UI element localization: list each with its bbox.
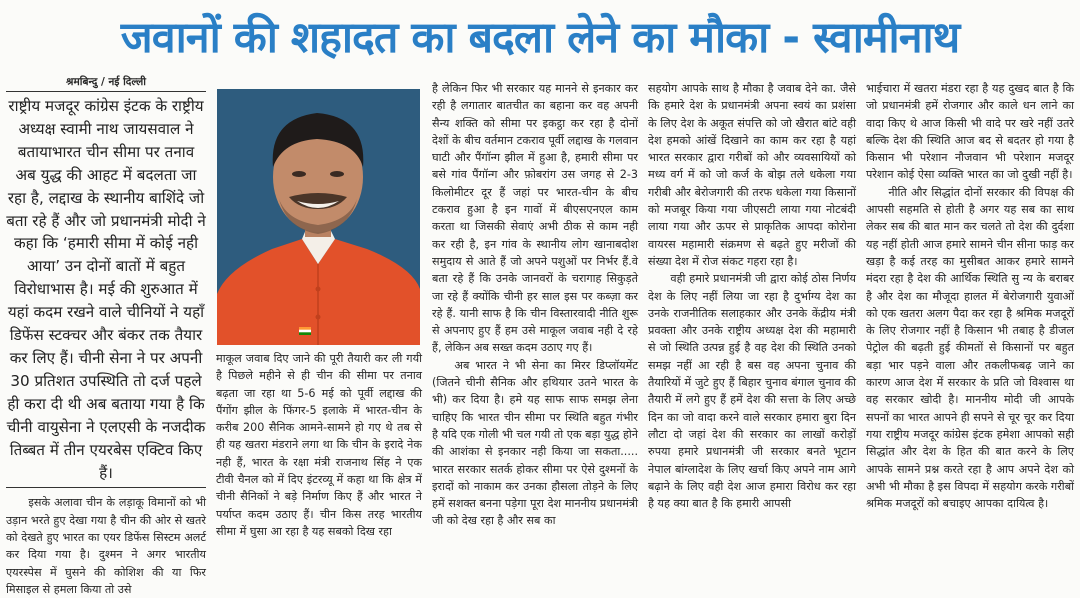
headline: जवानों की शहादत का बदला लेने का मौका - स्वामीनाथ [120,12,960,63]
column-4 [648,80,856,512]
byline: श्रमबिन्दु / नई दिल्ली [6,74,206,92]
column-3 [432,80,638,530]
column-4-paragraph-1: सहयोग आपके साथ है मौका है जवाब देने का. जैसे कि हमारे देश के प्रधानमंत्री अपना स्वयं का प्रशंसा के लिए देश के अकूत संपत्ति को जो खैरात बांटे वही देश हमको आंखें दिखाने का काम कर रहा है यहां भारत सरकार द्वारा गरीबों को और व्यवसायियों को मध्य वर्ग में को जो कर्ज के बोझ तले धकेला गया गरीबी और बेरोजगारी की तरफ धकेला गया किसानों को मजबूर किया गया जीएसटी लाया गया नोटबंदी लाया गया और ऊपर से प्राकृतिक आपदा कोरोना वायरस महामारी संक्रमण से बढ़ते हुए मरीजों की संख्या देश में रोज संकट गहरा रहा है। [648,82,856,268]
column-1-body: इसके अलावा चीन के लड़ाकू विमानों को भी उड़ान भरते हुए देखा गया है चीन की ओर से खतरे को देखते हुए भारत का एयर डिफेंस सिस्टम अलर्ट कर दिया गया है। दुश्मन ने अगर भारतीय एयरस्पेस में घुसने की कोशिश की या फिर मिसाइल से हमला किया तो उसे [6,496,206,596]
portrait-illustration [217,89,420,345]
lead-paragraph: राष्ट्रीय मजदूर कांग्रेस इंटक के राष्ट्रीय अध्यक्ष स्वामी नाथ जायसवाल ने बतायाभारत चीन सीमा पर तनाव अब युद्ध की आहट में बदलता जा रहा है, लद्दाख के स्थानीय बाशिंदे जो बता रहे हैं और जो प्रधानमंत्री मोदी ने कहा कि ‘हमारी सीमा में कोई नही आया’ उन दोनों बातों में बहुत विरोधाभास है। मई की शुरुआत में यहां कदम रखने वाले चीनियों ने यहाँ डिफेंस स्टक्चर और बंकर तक तैयार कर लिए हैं। चीनी सेना ने पर अपनी 30 प्रतिशत उपस्थिति तो दर्ज पहले ही करा दी थी अब बताया गया है कि चीनी वायुसेना ने एलएसी के नजदीक तिब्बत में तीन एयरबेस एक्टिव किए हैं। [6,95,206,488]
column-5-paragraph-1: भाईचारा में खतरा मंडरा रहा है यह दुखद बात है कि जो प्रधानमंत्री हमें रोजगार और काले धन लाने का वादा किए थे आज किसी भी वादे पर खरे नहीं उतरे बल्कि देश की स्थिति आज बद से बदतर हो गया है किसान भी परेशान नौजवान भी परेशान मजदूर परेशान कोई ऐसा व्यक्ति भारत का जो दुखी नहीं है। [866,82,1074,182]
column-4-paragraph-2: वही हमारे प्रधानमंत्री जी द्वारा कोई ठोस निर्णय देश के लिए नहीं लिया जा रहा है दुर्भाग्य देश का उनके राजनीतिक सलाहकार और उनके केंद्रीय मंत्री प्रवक्ता और उनके राष्ट्रीय अध्यक्ष देश की महामारी से जो स्थिति उत्पन्न हुई है वह देश की स्थिति उनको समझ नहीं आ रही है बस वह अपना चुनाव की तैयारियों में जुटे हुए हैं बिहार चुनाव बंगाल चुनाव की तैयारी में लगे हुए हैं हमें देश की सत्ता के लिए अच्छे दिन का जो वादा करने वाले सरकार हमारा बुरा दिन लौटा दो जहां देश की सरकार का लाखों करोड़ों रुपया हमारे प्रधानमंत्री जी सरकार बनते भूटान नेपाल बांग्लादेश के लिए खर्चा किए अपने नाम आगे बढ़ाने के लिए वही देश आज हमारा विरोध कर रहा है यह क्या बात है कि हमारी आपसी [648,272,856,511]
column-5 [866,80,1074,512]
lead-column [6,74,206,598]
column-3-paragraph-2: अब भारत ने भी सेना का मिरर डिप्लॉयमेंट (जितने चीनी सैनिक और हथियार उतने भारत के भी) कर दिया है। हमे यह साफ साफ समझ लेना चाहिए कि भारत चीन सीमा पर स्थिति बहुत गंभीर है यदि एक गोली भी चल गयी तो एक बड़ा युद्ध होने की आशंका से इनकार नही किया जा सकता..... भारत सरकार सतर्क होकर सीमा पर ऐसे दुश्मनों के इरादों को नाकाम कर उनका हौसला तोड़ने के लिए हमें सशक्त बनना पड़ेगा पूरा देश माननीय प्रधानमंत्री जी को देख रहा है और सब का [432,358,638,528]
column-2 [216,350,422,540]
column-2-body: माकूल जवाब दिए जाने की पूरी तैयारी कर ली गयी है पिछले महीने से ही चीन की सीमा पर तनाव बढ़ता जा रहा था 5-6 मई को पूर्वी लद्दाख की पैंगोंग झील के फिंगर-5 इलाके में भारत-चीन के करीब 200 सैनिक आमने-सामने हो गए थे तब से ही यह खतरा मंडराने लगा था कि चीन के इरादे नेक नही हैं, भारत के रक्षा मंत्री राजनाथ सिंह ने एक टीवी चैनल को में दिए इंटरव्यू में कहा था कि क्षेत्र में चीनी सैनिकों ने बड़े निर्माण किए हैं और भारत ने पर्याप्त कदम उठाए हैं। चीन किस तरह भारतीय सीमा में घुसा आ रहा है यह सबको दिख रहा [216,352,422,538]
column-3-paragraph-1: है लेकिन फिर भी सरकार यह मानने से इनकार कर रही है लगातार बातचीत का बहाना कर वह अपनी सैन्य शक्ति को सीमा पर इकट्ठा कर रहा है दोनों देशों के बीच वर्तमान टकराव पूर्वी लद्दाख के गलवान घाटी और पैंगॉन्ग झील में हुआ है, हमारी सीमा पर बसे गांव पैंगॉन्ग और फ़ोबरांग उस जगह से 2-3 किलोमीटर दूर हैं जहां पर भारत-चीन के बीच टकराव हुआ है इन गावों में बीएसएनएल काम करता था जिसकी सेवाएं अभी ठीक से काम नही कर रही है, इन गांव के स्थानीय लोग खानाबदोश समुदाय से आते हैं जो अपने पशुओं पर निर्भर हैं.वे बता रहे हैं कि उनके जानवरों के चरागाह सिकुड़ते जा रहे हैं क्योंकि चीनी हर साल इस पर कब्ज़ा कर रहे हैं. यानी साफ है कि चीन विस्तारवादी नीति शुरू से अपनाए हुए हैं हम उसे माकूल जवाब नही दे रहे हैं, लेकिन अब सख्त कदम उठाए गए हैं। [432,82,638,355]
portrait-photo [217,89,420,345]
column-5-paragraph-2: नीति और सिद्धांत दोनों सरकार की विपक्ष की आपसी सहमति से होती है अगर यह सब का साथ लेकर सब की बात मान कर चलते तो देश की दुर्दशा यह नहीं होती आज हमारे सामने चीन सीना फाड़ कर खड़ा है कई तरह का मुसीबत आकर हमारे सामने मंदरा रहा है देश की आर्थिक स्थिति सु न्य के बराबर है और देश का मौजूदा हालत में बेरोजगारी युवाओं को एक खतरा अलग पैदा कर रहा है श्रमिक मजदूरों के लिए रोजगार नहीं है किसान भी तबाह है डीजल पेट्रोल की बढ़ती हुई कीमतों से किसानों पर बहुत बड़ा भार पड़ने वाला और तकलीफबढ़ जाने का कारण आज देश में सरकार के प्रति जो विश्वास था वह सरकार खोदी है। माननीय मोदी जी आपके सपनों का भारत आपने ही सपने से चूर चूर कर दिया गया राष्ट्रीय मजदूर कांग्रेस इंटक हमेशा आपको सही सिद्धांत और देश के हित की बात करने के लिए आपके सामने प्रश्न करते रहा है आप अपने देश को अभी भी मौका है इस विपदा में सहयोग करके गरीबों श्रमिक मजदूरों को बचाइए आपका दायित्व है। [866,185,1074,511]
